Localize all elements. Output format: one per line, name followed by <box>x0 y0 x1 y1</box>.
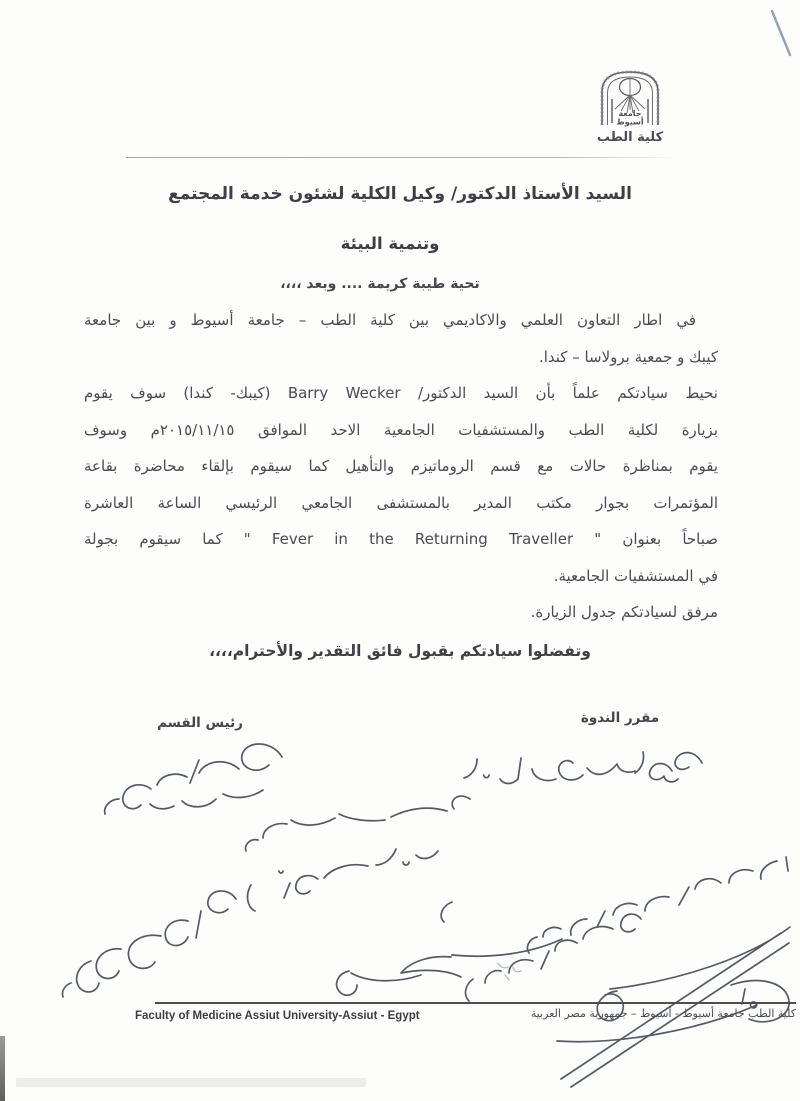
body-line: بزيارة لكلية الطب والمستشفيات الجامعية الاحد الموافق ٢٠١٥/١١/١٥م وسوف <box>84 420 718 439</box>
body-line: نحيط سيادتكم علماً بأن السيد الدكتور/ Barry Wecker (كيبك- كندا) سوف يقوم <box>84 384 718 402</box>
corner-pen-mark <box>0 0 800 70</box>
seminar-rapporteur-title: مقرر الندوة <box>580 710 660 726</box>
body-line: يقوم بمناظرة حالات مع قسم الروماتيزم والتأهيل كما سيقوم بإلقاء محاضرة بقاعة <box>84 457 718 475</box>
university-emblem-icon <box>594 66 666 128</box>
body-line: المؤتمرات بجوار مكتب المدير بالمستشفى الجامعي الرئيسي الساعة العاشرة <box>84 493 718 512</box>
body-line: كيبك و جمعية برولاسا – كندا. <box>538 347 718 366</box>
body-line: في المستشفيات الجامعية. <box>553 566 718 585</box>
emblem-city-word: أسيوط <box>616 117 644 127</box>
salutation: تحية طيبة كريمة .... وبعد ،،،، <box>280 276 480 292</box>
right-note-line1 <box>441 857 788 953</box>
closing-courtesy-line: وتفضلوا سيادتكم بقبول فائق التقدير والأحترام،،،، <box>209 642 591 660</box>
department-head-signature <box>105 744 282 814</box>
center-note-line2 <box>248 849 438 911</box>
letter-body <box>84 302 718 631</box>
emblem-university-word: جامعة <box>618 109 642 118</box>
body-line: في اطار التعاون العلمي والاكاديمي بين كلية الطب – جامعة أسيوط و بين جامعة <box>84 311 696 329</box>
footer-arabic: كلية الطب جامعة أسيوط - أسيوط – جمهورية مصر العربية <box>530 1007 796 1020</box>
body-line: صباحاً بعنوان " Fever in the Returning Traveller " كما سيقوم بجولة <box>84 530 719 548</box>
bottom-left-scribble <box>62 891 236 997</box>
seminar-rapporteur-signature <box>464 752 702 784</box>
handwritten-ink-layer <box>0 690 800 1095</box>
header-divider <box>126 157 678 158</box>
logo-caption: كلية الطب <box>596 130 664 145</box>
footer-divider <box>155 1002 796 1004</box>
body-line: مرفق لسيادتكم جدول الزيارة. <box>530 603 718 621</box>
center-note-line1 <box>246 796 470 851</box>
scan-smudge-artifact <box>16 1078 366 1087</box>
department-head-title: رئيس القسم <box>157 715 243 731</box>
addressee-line-1: السيد الأستاذ الدكتور/ وكيل الكلية لشئون خدمة المجتمع <box>168 184 632 204</box>
scan-edge-artifact <box>0 1036 5 1101</box>
addressee-line-2: وتنمية البيئة <box>340 234 440 253</box>
footer-english: Faculty of Medicine Assiut University-Assiut - Egypt <box>135 1010 420 1022</box>
university-logo <box>591 66 669 145</box>
